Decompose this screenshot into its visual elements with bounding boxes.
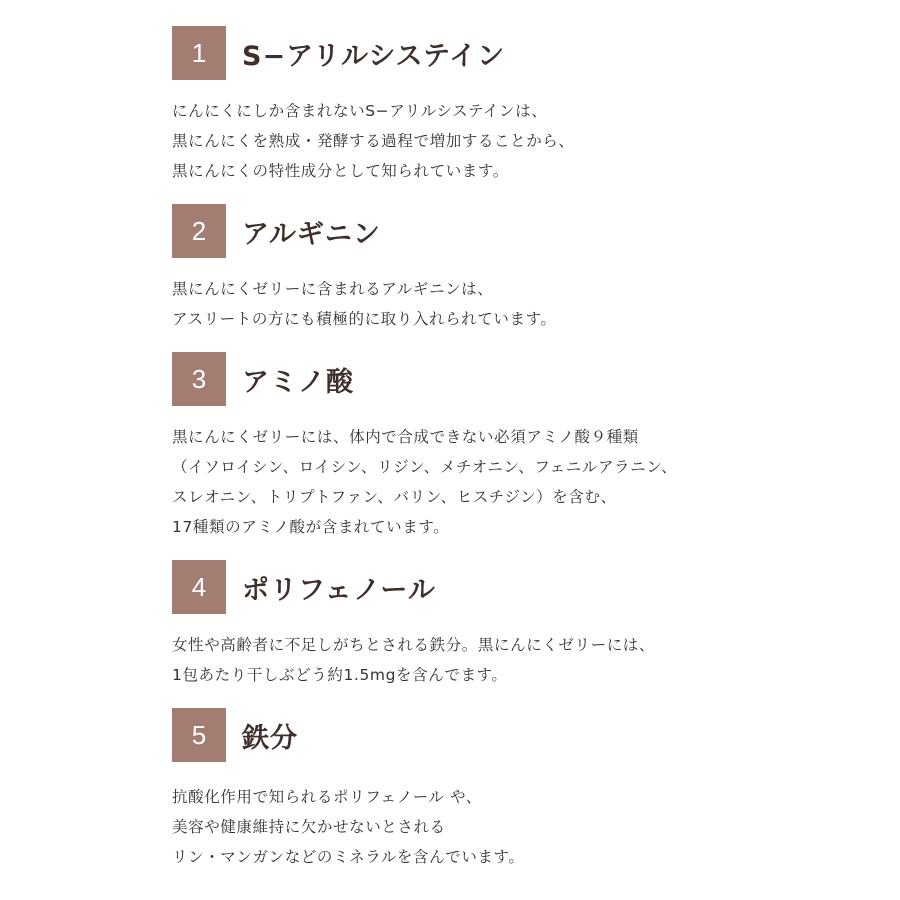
body-line: アスリートの方にも積極的に取り入れられています。 — [172, 310, 557, 328]
body-line: （イソロイシン、ロイシン、リジン、メチオニン、フェニルアラニン、 — [172, 458, 678, 476]
body-line: 黒にんにくゼリーには、体内で合成できない必須アミノ酸９種類 — [172, 428, 639, 446]
body-line: 女性や高齢者に不足しがちとされる鉄分。黒にんにくゼリーには、 — [172, 636, 656, 654]
body-line: リン・マンガンなどのミネラルを含んでいます。 — [172, 848, 525, 866]
body-line: 黒にんにくゼリーに含まれるアルギニンは、 — [172, 280, 494, 298]
section-number-badge: 5 — [172, 708, 226, 762]
body-line: スレオニン、トリプトファン、バリン、ヒスチジン）を含む、 — [172, 488, 617, 506]
section-4 — [172, 560, 872, 690]
body-line: 1包あたり干しぶどう約1.5mgを含んでます。 — [172, 666, 508, 684]
section-body — [172, 274, 872, 334]
body-line: 黒にんにくを熟成・発酵する過程で増加することから、 — [172, 132, 575, 150]
section-heading — [172, 26, 872, 80]
body-line: にんにくにしか含まれないS−アリルシステインは、 — [172, 102, 548, 120]
body-line: 17種類のアミノ酸が含まれています。 — [172, 518, 450, 536]
section-number-badge: 1 — [172, 26, 226, 80]
section-heading — [172, 352, 872, 406]
section-heading — [172, 708, 872, 762]
section-title: アルギニン — [242, 218, 381, 250]
section-5 — [172, 708, 872, 872]
section-body — [172, 422, 872, 542]
section-1 — [172, 26, 872, 186]
section-title: アミノ酸 — [242, 366, 354, 398]
section-body — [172, 782, 872, 872]
section-number-badge: 4 — [172, 560, 226, 614]
section-heading — [172, 204, 872, 258]
section-title: ポリフェノール — [242, 574, 436, 606]
section-heading — [172, 560, 872, 614]
section-3 — [172, 352, 872, 542]
section-body — [172, 96, 872, 186]
body-line: 美容や健康維持に欠かせないとされる — [172, 818, 446, 836]
section-number-badge: 2 — [172, 204, 226, 258]
body-line: 抗酸化作用で知られるポリフェノール や、 — [172, 788, 482, 806]
section-number-badge: 3 — [172, 352, 226, 406]
section-2 — [172, 204, 872, 334]
section-body — [172, 630, 872, 690]
body-line: 黒にんにくの特性成分として知られています。 — [172, 162, 509, 180]
section-title: 鉄分 — [242, 722, 298, 754]
section-title: S−アリルシステイン — [242, 40, 506, 72]
